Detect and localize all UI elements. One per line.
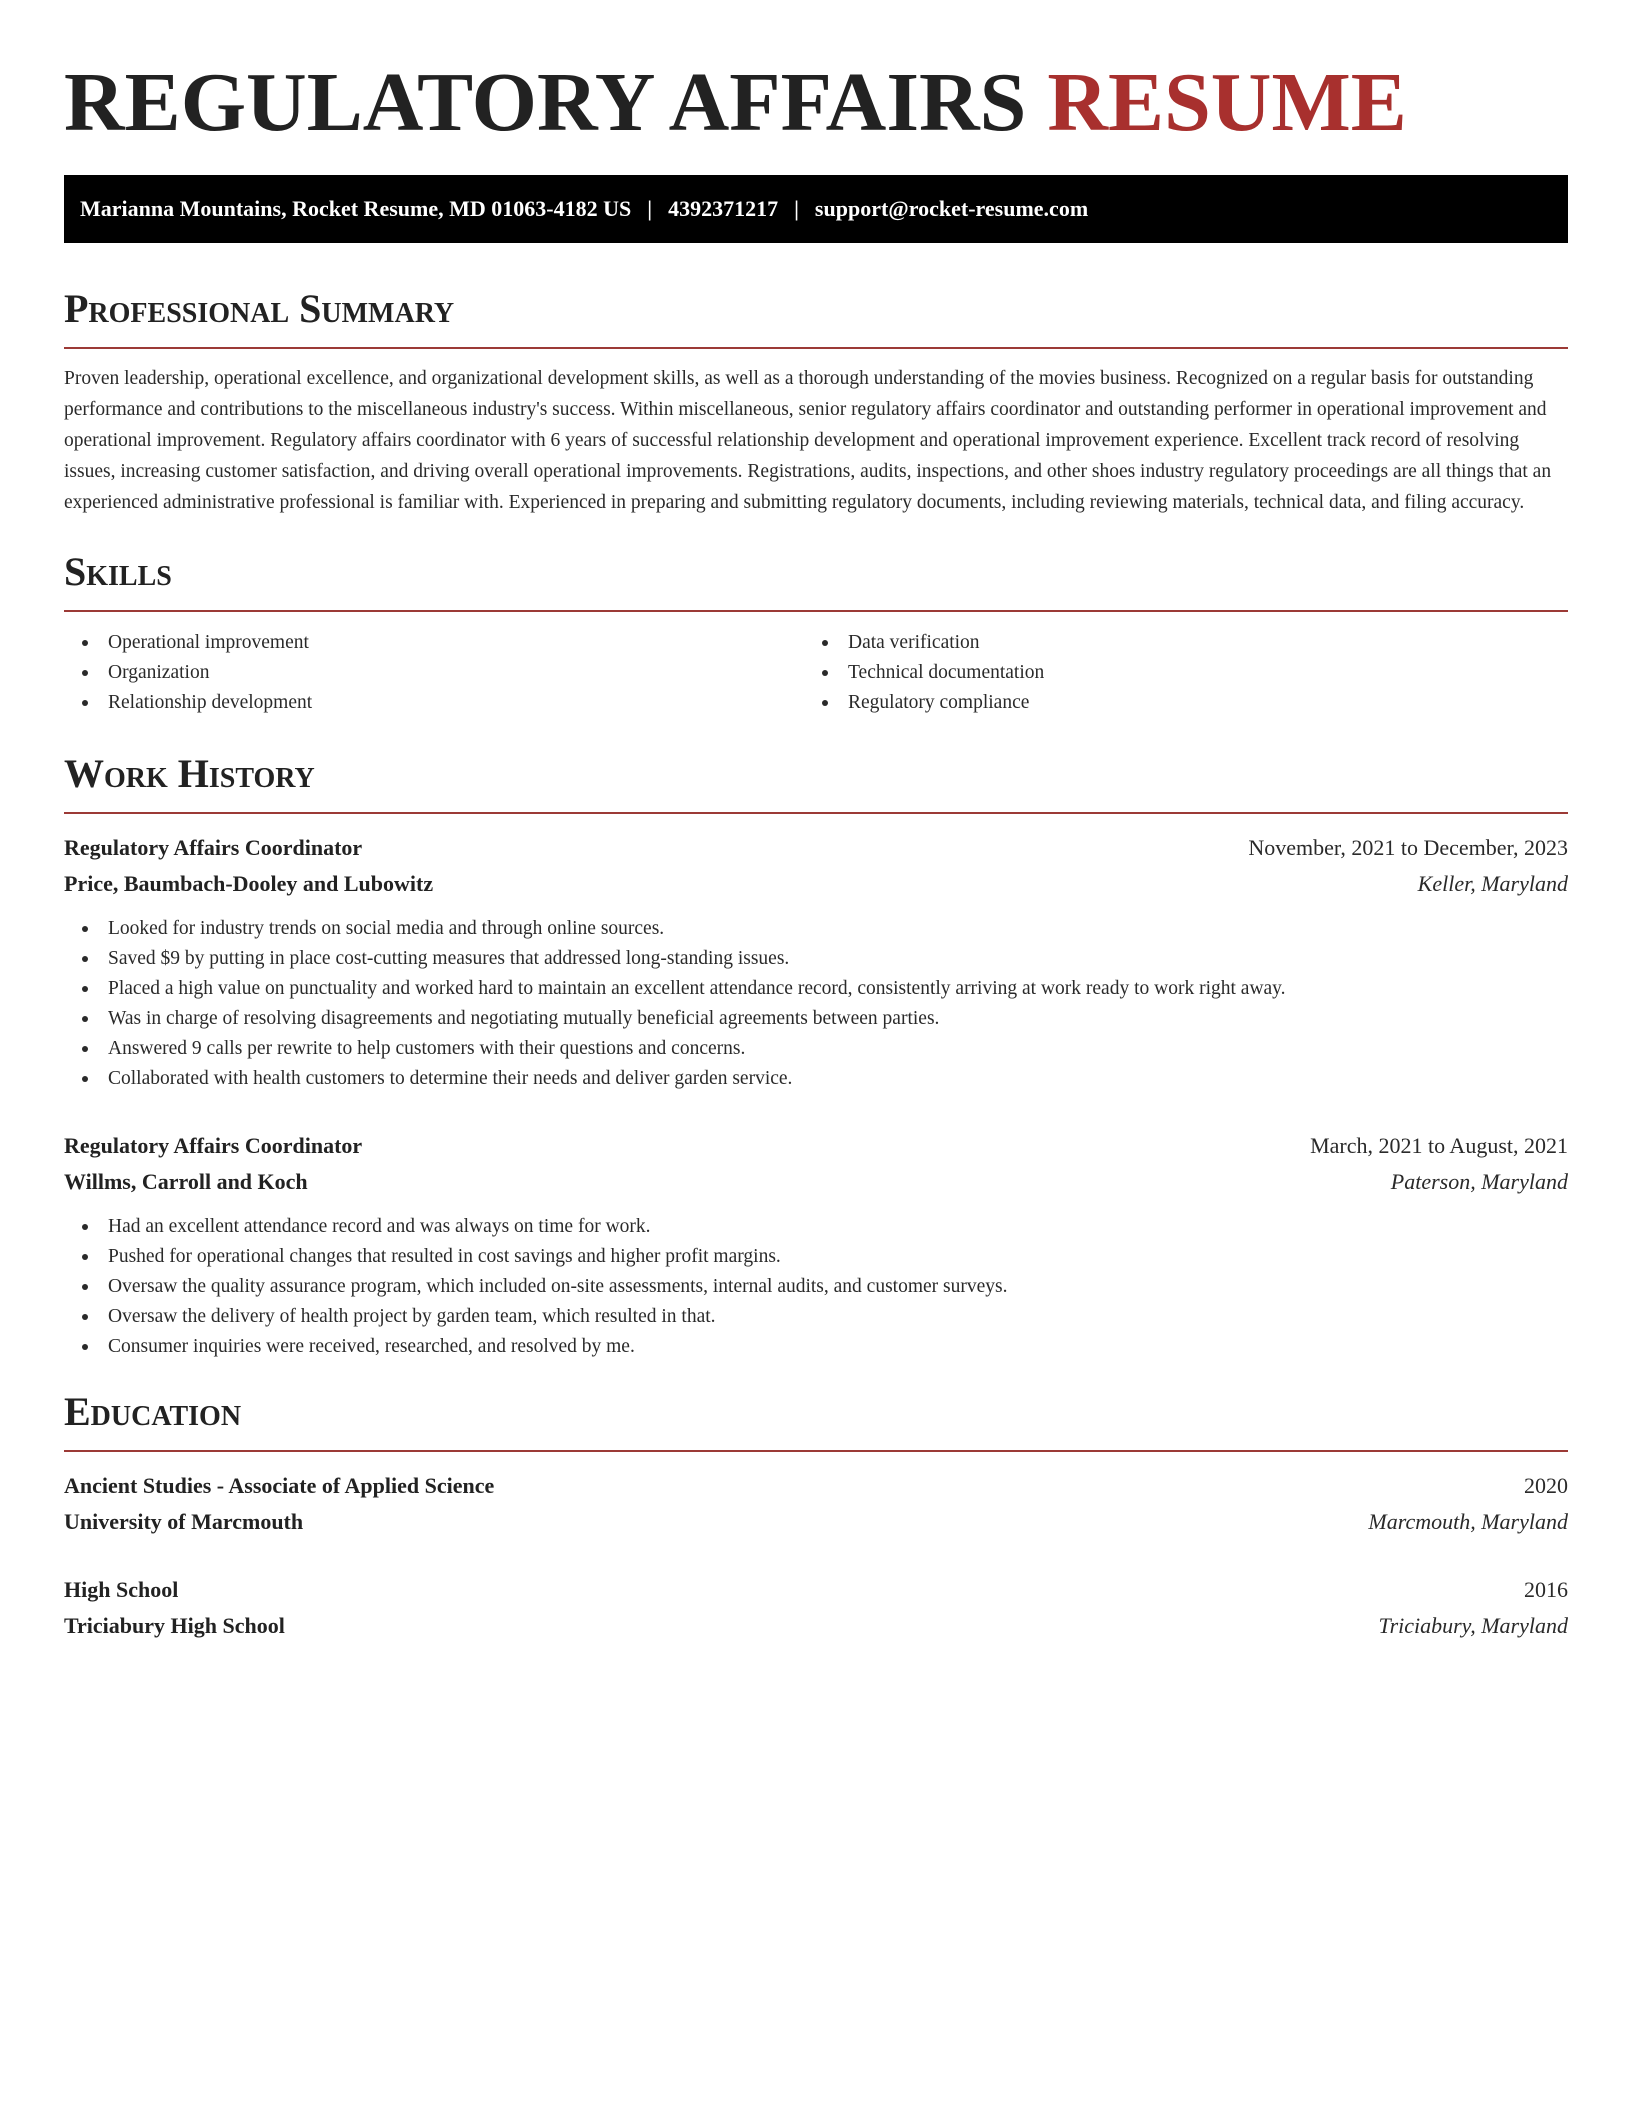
skills-columns — [64, 628, 1568, 718]
job-dates: November, 2021 to December, 2023 — [1248, 835, 1568, 860]
job-header — [64, 1128, 1568, 1164]
section-divider — [64, 610, 1568, 612]
section-divider — [64, 812, 1568, 814]
job-dates: March, 2021 to August, 2021 — [1310, 1133, 1568, 1158]
job-subheader — [64, 1164, 1568, 1200]
skills-list-right — [804, 628, 1544, 718]
job-company: Willms, Carroll and Koch — [64, 1169, 308, 1194]
title-accent: RESUME — [1047, 56, 1407, 149]
job-bullets — [64, 1212, 1568, 1362]
job-bullet: Looked for industry trends on social media and through online sources. — [64, 914, 1568, 944]
education-entry — [64, 1572, 1568, 1644]
contact-email: support@rocket-resume.com — [814, 196, 1089, 221]
title-main: REGULATORY AFFAIRS — [64, 56, 1027, 149]
job-bullet: Was in charge of resolving disagreements and negotiating mutually beneficial agreements between parties. — [64, 1004, 1568, 1034]
job-bullet: Placed a high value on punctuality and worked hard to maintain an excellent attendance record, consistently arriving at work ready to work right away. — [64, 974, 1568, 1004]
summary-text: Proven leadership, operational excellence, and organizational development skills, as well as a thorough understanding of the movies business. Recognized on a regular basis for outstanding performance and contributions to the miscellaneous industry's success. Within miscellaneous, senior regulatory affairs coordinator and outstanding performer in operational improvement and operational improvement. Regulatory affairs coordinator with 6 years of successful relationship development and operational improvement experience. Excellent track record of resolving issues, increasing customer satisfaction, and driving overall operational improvements. Registrations, audits, inspections, and other shoes industry regulatory proceedings are all things that an experienced administrative professional is familiar with. Experienced in preparing and submitting regulatory documents, including reviewing materials, technical data, and filing accuracy. — [64, 368, 1552, 513]
job-entry — [64, 1128, 1568, 1362]
contact-separator: | — [794, 196, 799, 221]
section-divider — [64, 347, 1568, 349]
skills-section — [64, 548, 1568, 718]
job-bullet: Oversaw the quality assurance program, which included on-site assessments, internal audits, and customer surveys. — [64, 1272, 1568, 1302]
education-heading: Education — [64, 1389, 242, 1434]
education-school: University of Marcmouth — [64, 1509, 304, 1534]
contact-phone: 4392371217 — [668, 196, 779, 221]
contact-separator: | — [647, 196, 653, 221]
job-bullet: Collaborated with health customers to determine their needs and deliver garden service. — [64, 1064, 1568, 1094]
job-bullet: Consumer inquiries were received, researched, and resolved by me. — [64, 1332, 1568, 1362]
education-year: 2016 — [1524, 1577, 1568, 1602]
job-bullet: Oversaw the delivery of health project by garden team, which resulted in that. — [64, 1302, 1568, 1332]
resume-title — [64, 0, 1568, 154]
job-location: Paterson, Maryland — [1390, 1169, 1568, 1194]
skill-item: Relationship development — [64, 688, 804, 718]
job-title: Regulatory Affairs Coordinator — [64, 1133, 363, 1158]
skills-heading: Skills — [64, 549, 172, 594]
job-bullet: Pushed for operational changes that resulted in cost savings and higher profit margins. — [64, 1242, 1568, 1272]
education-location: Marcmouth, Maryland — [1368, 1509, 1568, 1534]
work-history-heading: Work History — [64, 751, 315, 796]
job-bullet: Answered 9 calls per rewrite to help customers with their questions and concerns. — [64, 1034, 1568, 1064]
education-subheader — [64, 1608, 1568, 1644]
summary-heading: Professional Summary — [64, 286, 455, 331]
job-subheader — [64, 866, 1568, 902]
education-header — [64, 1572, 1568, 1608]
job-bullet: Had an excellent attendance record and was always on time for work. — [64, 1212, 1568, 1242]
education-degree: Ancient Studies - Associate of Applied Science — [64, 1473, 495, 1498]
skill-item: Organization — [64, 658, 804, 688]
job-entry — [64, 830, 1568, 1094]
work-history-section — [64, 750, 1568, 1362]
education-entry — [64, 1468, 1568, 1540]
education-school: Triciabury High School — [64, 1613, 285, 1638]
education-section — [64, 1388, 1568, 1644]
skill-item: Data verification — [804, 628, 1544, 658]
summary-section — [64, 285, 1568, 518]
education-year: 2020 — [1524, 1473, 1568, 1498]
education-header — [64, 1468, 1568, 1504]
job-company: Price, Baumbach-Dooley and Lubowitz — [64, 871, 434, 896]
job-header — [64, 830, 1568, 866]
contact-address: Marianna Mountains, Rocket Resume, MD 01063-4182 US — [80, 196, 632, 221]
contact-bar — [64, 175, 1568, 243]
skills-list-left — [64, 628, 804, 718]
education-subheader — [64, 1504, 1568, 1540]
skill-item: Technical documentation — [804, 658, 1544, 688]
job-bullets — [64, 914, 1568, 1094]
job-bullet: Saved $9 by putting in place cost-cutting measures that addressed long-standing issues. — [64, 944, 1568, 974]
skill-item: Operational improvement — [64, 628, 804, 658]
skill-item: Regulatory compliance — [804, 688, 1544, 718]
section-divider — [64, 1450, 1568, 1452]
education-degree: High School — [64, 1577, 179, 1602]
job-title: Regulatory Affairs Coordinator — [64, 835, 363, 860]
resume-page — [64, 0, 1568, 1644]
job-location: Keller, Maryland — [1417, 871, 1568, 896]
education-location: Triciabury, Maryland — [1378, 1613, 1568, 1638]
